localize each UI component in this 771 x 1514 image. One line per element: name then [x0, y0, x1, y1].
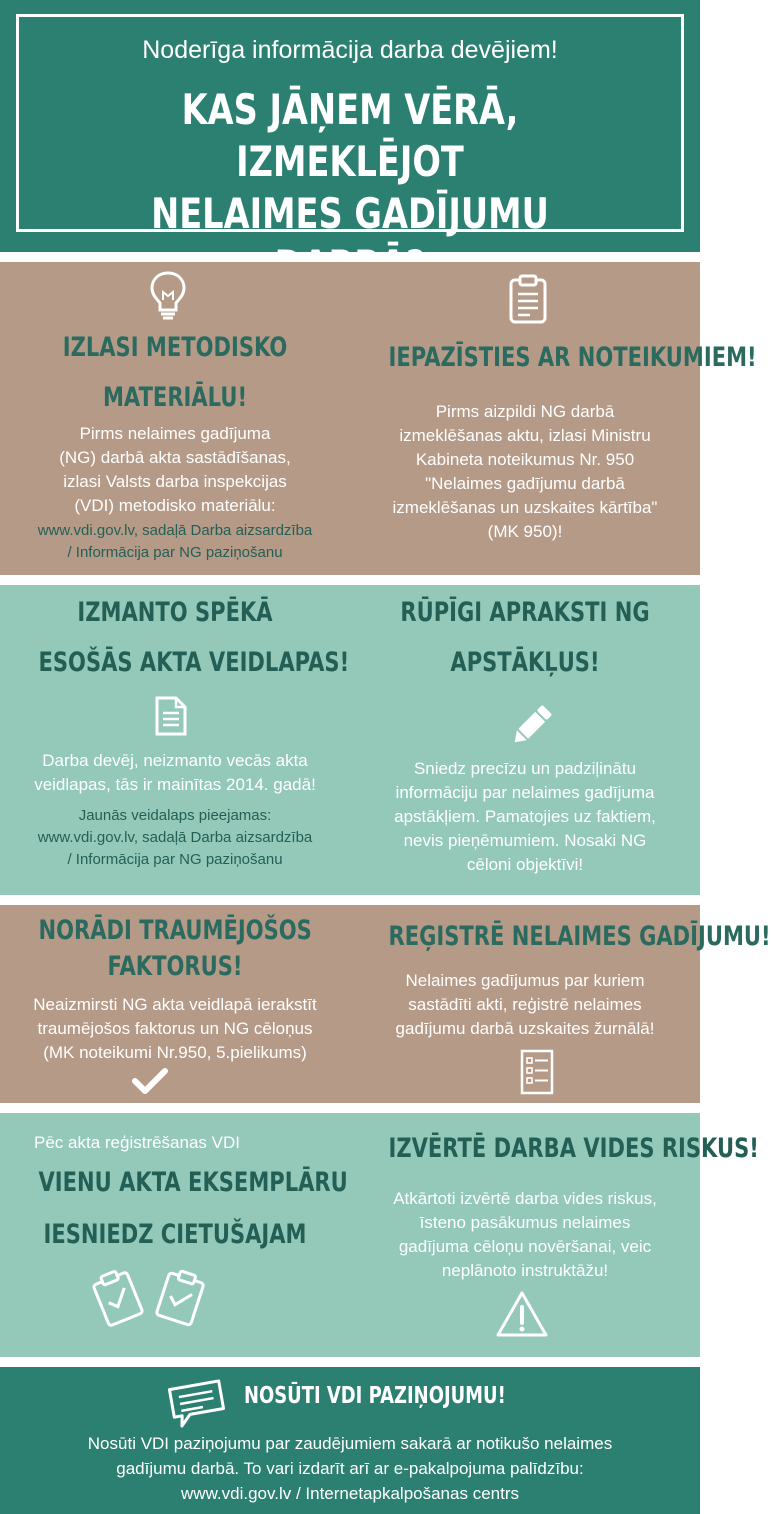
body-line: gadījumu darbā. To vari izdarīt arī ar e-pakalpojuma palīdzību:	[116, 1459, 584, 1478]
send-notice-body	[0, 1431, 700, 1506]
header-subtitle: Noderīga informācija darba devējiem!	[142, 36, 558, 64]
header-title	[70, 84, 630, 292]
body-line: Atkārtoti izvērtē darba vides riskus,	[393, 1189, 657, 1208]
body-line: īsteno pasākumus nelaimes	[419, 1213, 631, 1232]
body-line: gadījumu darbā uzskaites žurnālā!	[395, 1019, 655, 1038]
body-line: Kabineta noteikumus Nr. 950	[415, 450, 635, 469]
checkmark-icon	[132, 1067, 168, 1095]
section-send-notice	[0, 1367, 700, 1514]
block-assess-risks-heading: IZVĒRTĒ DARBA VIDES RISKUS!	[388, 1133, 759, 1164]
clipboard-icon	[508, 274, 548, 324]
block-describe-circumstances-body	[350, 757, 700, 877]
body-line: izmeklēšanas aktu, izlasi Ministru	[399, 426, 651, 445]
body-line: izmeklēšanas un uzskaites kārtība"	[392, 498, 658, 517]
note-line: / Informācija par NG paziņošanu	[67, 851, 283, 868]
link-line: www.vdi.gov.lv, sadaļā Darba aizsardzība	[37, 522, 313, 539]
link-line: / Informācija par NG paziņošanu	[67, 544, 283, 561]
header-title-line2: NELAIMES GADĪJUMU	[151, 189, 549, 238]
section-forms-circumstances	[0, 585, 700, 895]
document-icon	[154, 695, 188, 737]
body-line: izlasi Valsts darba inspekcijas	[63, 472, 287, 491]
block-read-methodology-link	[0, 520, 350, 564]
section-copy-risks	[0, 1113, 759, 1357]
block-read-rules	[350, 262, 757, 575]
block-submit-to-victim-heading-line1: VIENU AKTA EKSEMPLĀRU	[38, 1167, 348, 1198]
section-factors-register	[0, 905, 771, 1103]
header-banner	[0, 0, 700, 252]
block-describe-circumstances-heading-line1: RŪPĪGI APRAKSTI NG	[400, 597, 650, 628]
block-submit-to-victim	[0, 1113, 350, 1357]
body-line: gadījuma cēloņu novēršanai, veic	[398, 1237, 652, 1256]
clipboards-icon	[90, 1267, 210, 1329]
body-line: sastādīti akti, reģistrē nelaimes	[408, 995, 642, 1014]
note-line: www.vdi.gov.lv, sadaļā Darba aizsardzība	[37, 829, 313, 846]
body-line: (MK noteikumi Nr.950, 5.pielikums)	[43, 1043, 307, 1062]
warning-icon	[495, 1289, 549, 1339]
block-submit-to-victim-heading-line2: IESNIEDZ CIETUŠAJAM	[43, 1219, 307, 1250]
body-line: (MK 950)!	[487, 522, 563, 541]
block-injury-factors-heading-line1: NORĀDI TRAUMĒJOŠOS	[38, 915, 312, 946]
block-read-rules-body	[350, 400, 700, 544]
pencil-icon	[506, 701, 556, 751]
body-line: www.vdi.gov.lv / Internetapkalpošanas centrs	[181, 1484, 519, 1503]
body-line: apstākļiem. Pamatojies uz faktiem,	[394, 807, 656, 826]
block-describe-circumstances-heading-line2: APSTĀKĻUS!	[450, 647, 600, 678]
body-line: informāciju par nelaimes gadījuma	[395, 783, 655, 802]
body-line: Pirms aizpildi NG darbā	[435, 402, 615, 421]
block-use-current-forms-heading-line2: ESOŠĀS AKTA VEIDLAPAS!	[38, 647, 350, 678]
block-submit-to-victim-intro: Pēc akta reģistrēšanas VDI	[34, 1133, 240, 1152]
block-use-current-forms-heading-line1: IZMANTO SPĒKĀ	[77, 597, 273, 628]
body-line: Nosūti VDI paziņojumu par zaudējumiem sakarā ar notikušo nelaimes	[87, 1434, 613, 1453]
body-line: veidlapas, tās ir mainītas 2014. gadā!	[34, 775, 316, 794]
block-register-accident	[350, 905, 771, 1103]
block-assess-risks	[350, 1113, 759, 1357]
body-line: (VDI) metodisko materiālu:	[74, 496, 276, 515]
block-read-methodology-body	[0, 422, 350, 518]
body-line: Neaizmirsti NG akta veidlapā ierakstīt	[33, 995, 317, 1014]
body-line: Sniedz precīzu un padziļinātu	[413, 759, 637, 778]
block-assess-risks-body	[350, 1187, 700, 1283]
body-line: cēloni objektīvi!	[466, 855, 584, 874]
header-title-line1: KAS JĀŅEM VĒRĀ, IZMEKLĒJOT	[181, 85, 519, 186]
block-register-accident-heading: REĢISTRĒ NELAIMES GADĪJUMU!	[388, 921, 771, 952]
body-line: traumējošos faktorus un NG cēloņus	[37, 1019, 313, 1038]
block-read-rules-heading: IEPAZĪSTIES AR NOTEIKUMIEM!	[388, 342, 757, 373]
block-use-current-forms-body	[0, 749, 350, 797]
note-line: Jaunās veidalaps pieejamas:	[78, 807, 272, 824]
section-methodology-rules	[0, 262, 757, 575]
block-use-current-forms-note	[0, 805, 350, 871]
block-read-methodology-heading-line1: IZLASI METODISKO	[62, 332, 288, 363]
block-injury-factors-heading-line2: FAKTORUS!	[107, 951, 243, 982]
body-line: Darba devēj, neizmanto vecās akta	[42, 751, 308, 770]
body-line: Pirms nelaimes gadījuma	[79, 424, 271, 443]
list-icon	[520, 1049, 554, 1095]
block-use-current-forms	[0, 585, 350, 895]
lightbulb-icon	[148, 270, 188, 322]
body-line: neplānoto instruktāžu!	[441, 1261, 609, 1280]
block-describe-circumstances	[350, 585, 700, 895]
block-injury-factors-body	[0, 993, 350, 1065]
block-read-methodology	[0, 262, 350, 575]
body-line: Nelaimes gadījumus par kuriem	[405, 971, 645, 990]
body-line: (NG) darbā akta sastādīšanas,	[59, 448, 291, 467]
body-line: nevis pieņēmumiem. Nosaki NG	[403, 831, 647, 850]
send-notice-heading: NOSŪTI VDI PAZIŅOJUMU!	[244, 1383, 506, 1409]
block-register-accident-body	[350, 969, 700, 1041]
message-icon	[166, 1377, 228, 1427]
body-line: "Nelaimes gadījumu darbā	[425, 474, 625, 493]
block-injury-factors	[0, 905, 350, 1103]
block-read-methodology-heading-line2: MATERIĀLU!	[102, 382, 248, 413]
